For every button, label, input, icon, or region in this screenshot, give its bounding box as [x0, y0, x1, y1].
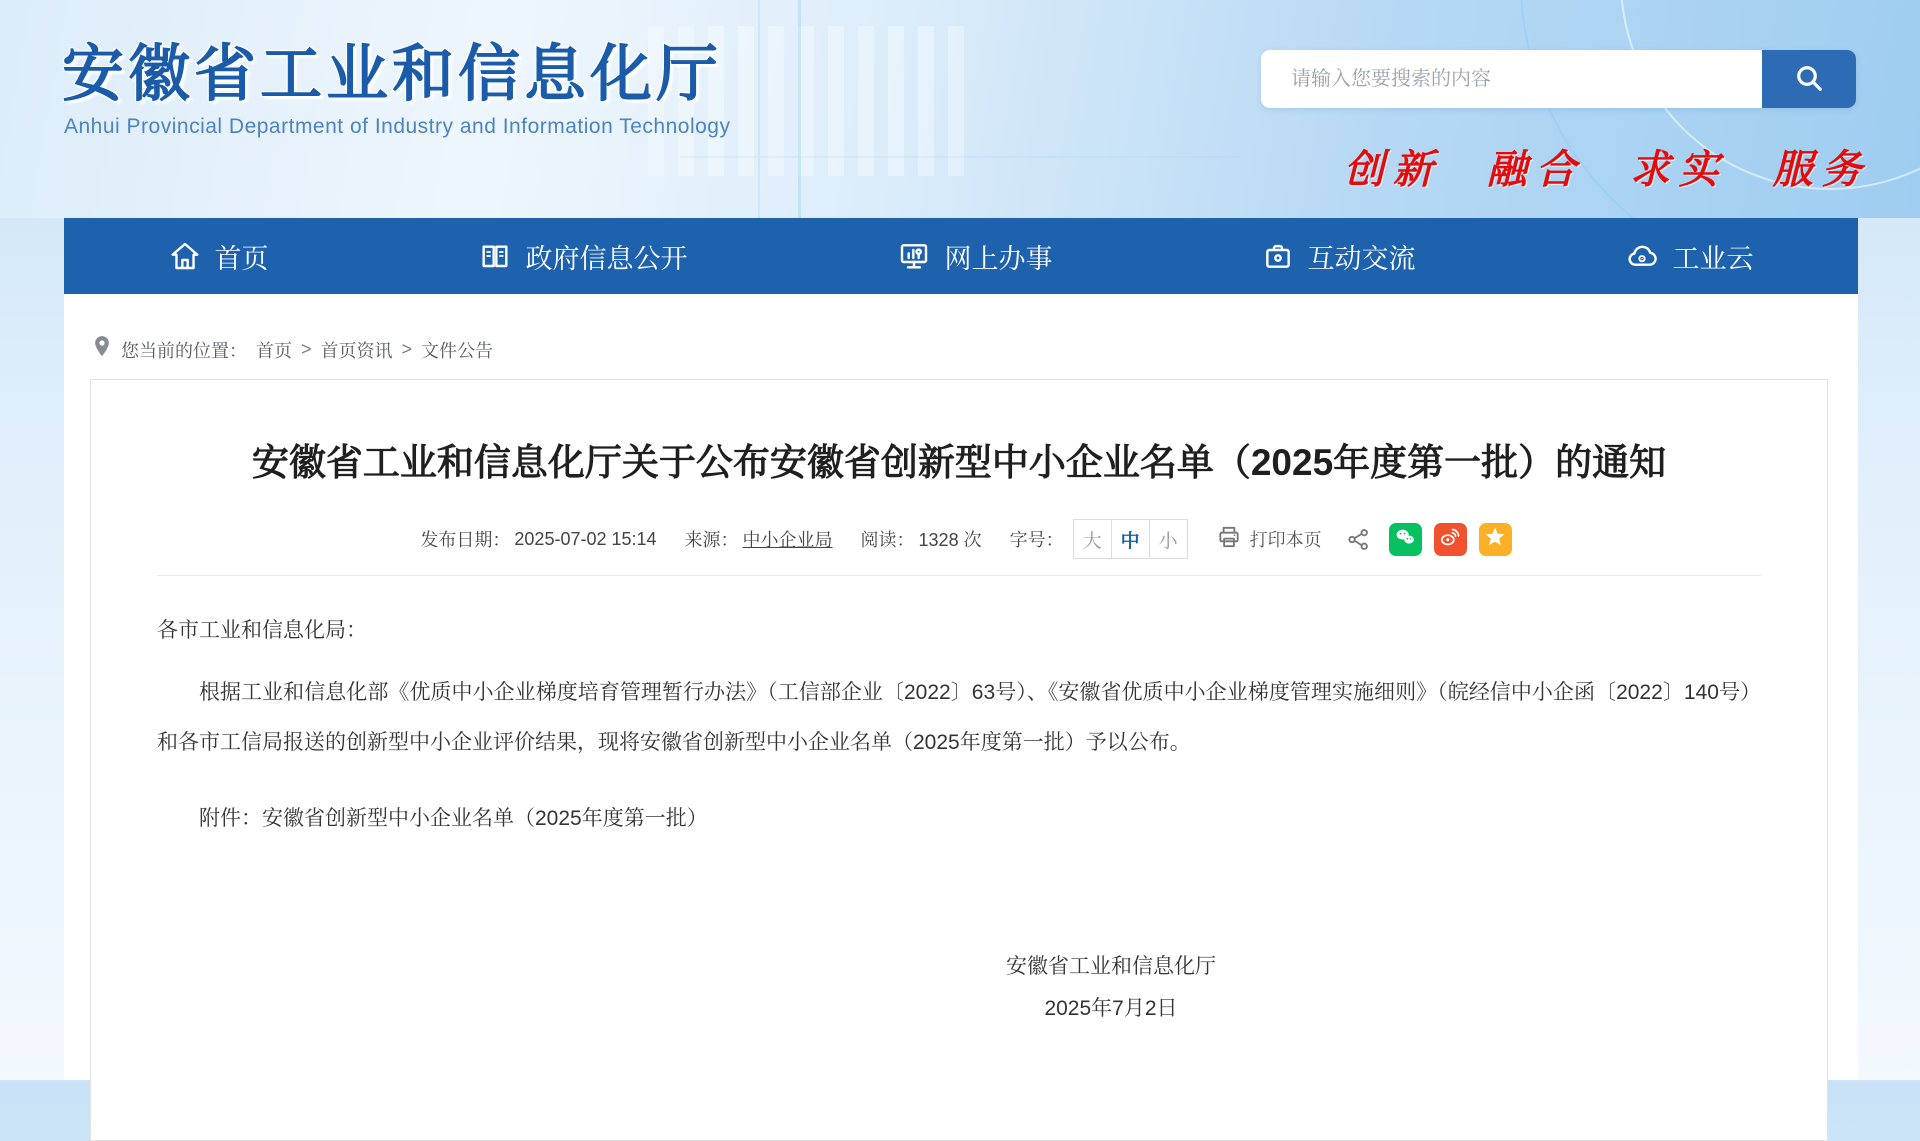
signature-org: 安徽省工业和信息化厅: [1006, 955, 1216, 978]
nav-item-interaction[interactable]: [1262, 237, 1416, 276]
font-size-control: [1010, 519, 1188, 559]
nav-item-home[interactable]: [169, 237, 269, 276]
source-value-link[interactable]: 中小企业局: [742, 530, 833, 550]
wechat-share-button[interactable]: [1389, 523, 1422, 556]
page-body: [64, 294, 1858, 1080]
printer-icon: [1216, 524, 1242, 555]
signature-date: 2025年7月2日: [1044, 997, 1178, 1020]
print-page-button[interactable]: [1216, 524, 1322, 555]
nav-item-label: 互动交流: [1307, 243, 1416, 274]
open-book-icon: [478, 240, 512, 272]
qzone-share-button[interactable]: [1479, 523, 1512, 556]
publish-date-value: 2025-07-02 15:14: [514, 528, 657, 549]
share-nodes-icon[interactable]: [1346, 527, 1371, 552]
wechat-icon: [1393, 525, 1417, 554]
view-count-value: 1328 次: [918, 530, 982, 550]
search-input[interactable]: [1261, 50, 1762, 108]
view-count-label: 阅读：: [860, 530, 915, 550]
breadcrumb-item-notices[interactable]: 文件公告: [421, 340, 494, 361]
breadcrumb-separator: >: [401, 339, 413, 359]
font-size-large-button[interactable]: 大: [1073, 519, 1112, 559]
signature-block: [309, 946, 1913, 1030]
banner-decor-circuit: [680, 0, 1240, 218]
weibo-share-button[interactable]: [1434, 523, 1467, 556]
source: [685, 526, 833, 552]
monitor-icon: [897, 240, 931, 272]
article-title: 安徽省工业和信息化厅关于公布安徽省创新型中小企业名单（2025年度第一批）的通知: [251, 442, 1667, 483]
search-icon: [1793, 62, 1825, 97]
breadcrumb: [64, 294, 1858, 365]
qzone-star-icon: [1483, 525, 1507, 554]
nav-item-gov-info[interactable]: [478, 237, 688, 276]
nav-item-online-services[interactable]: [897, 237, 1053, 276]
font-size-small-button[interactable]: 小: [1149, 519, 1188, 559]
slogan-text: 创新 融合 求实 服务: [1344, 146, 1871, 193]
font-size-medium-button[interactable]: 中: [1111, 519, 1150, 559]
main-nav: [64, 218, 1858, 294]
home-icon: [169, 240, 201, 272]
briefcase-icon: [1262, 240, 1294, 272]
print-page-label: 打印本页: [1249, 530, 1322, 550]
breadcrumb-separator: >: [301, 339, 312, 359]
cloud-icon: [1625, 240, 1659, 272]
search-bar: [1261, 50, 1856, 108]
nav-item-label: 工业云: [1672, 243, 1754, 274]
site-title: 安徽省工业和信息化厅: [62, 40, 723, 109]
nav-item-label: 网上办事: [944, 243, 1053, 274]
publish-date-label: 发布日期：: [420, 530, 511, 550]
article-paragraph: 根据工业和信息化部《优质中小企业梯度培育管理暂行办法》（工信部企业〔2022〕63号）、《安徽省优质中小企业梯度管理实施细则》（皖经信中小企函〔2022〕140号）和各市工信局报送的创新型中小企业评价结果，现将安徽省创新型中小企业名单（2025年度第一批）予以公布。: [157, 681, 1761, 754]
search-button[interactable]: [1762, 50, 1856, 108]
source-label: 来源：: [684, 530, 739, 550]
nav-item-industrial-cloud[interactable]: [1625, 237, 1754, 276]
article-container: [90, 379, 1828, 1141]
location-pin-icon: [92, 334, 112, 365]
article-salutation: 各市工业和信息化局：: [157, 619, 367, 642]
weibo-icon: [1438, 525, 1462, 554]
breadcrumb-item-home[interactable]: 首页: [256, 340, 292, 361]
nav-item-label: 首页: [214, 243, 269, 274]
publish-date: [420, 526, 656, 552]
font-size-label: 字号：: [1009, 530, 1064, 550]
attachment-link[interactable]: 附件：安徽省创新型中小企业名单（2025年度第一批）: [199, 807, 708, 830]
meta-divider: [157, 575, 1761, 576]
view-count: [861, 526, 982, 552]
nav-item-label: 政府信息公开: [525, 243, 688, 274]
site-subtitle: Anhui Provincial Department of Industry and Information Technology: [64, 115, 731, 138]
article-meta-row: [157, 519, 1761, 559]
breadcrumb-prefix: 您当前的位置：: [121, 340, 247, 361]
breadcrumb-item-news[interactable]: 首页资讯: [320, 340, 393, 361]
